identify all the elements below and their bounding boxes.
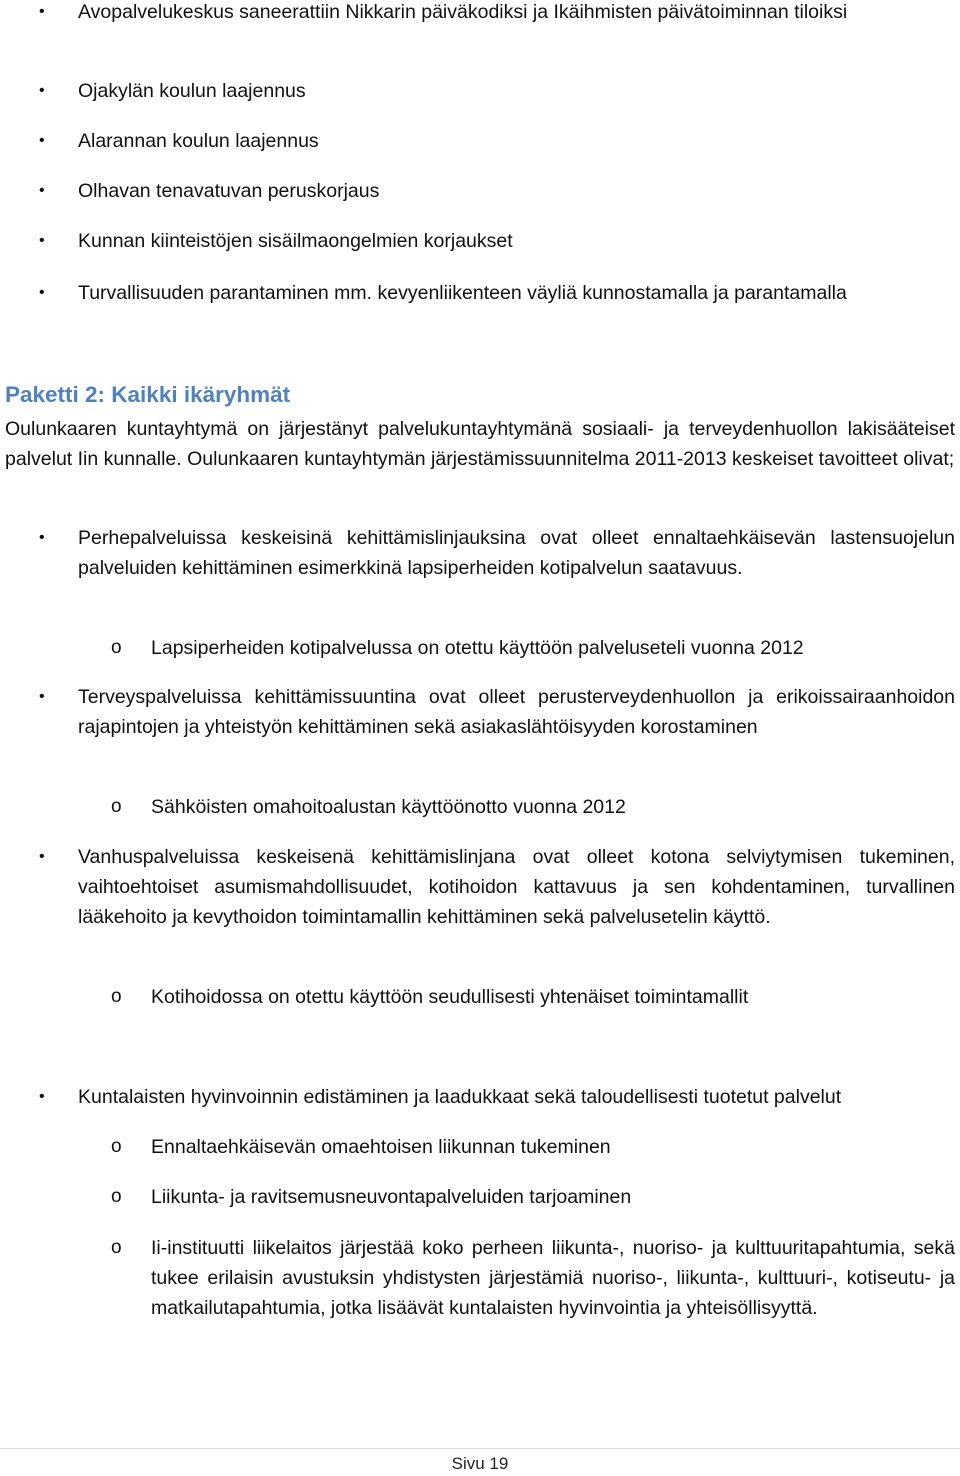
sub-list-item-text: Lapsiperheiden kotipalvelussa on otettu käyttöön palveluseteli vuonna 2012 [151, 637, 804, 659]
bullet-marker: • [39, 1088, 45, 1105]
list-item-text: Alarannan koulun laajennus [78, 130, 319, 152]
bullet-marker: • [39, 3, 45, 20]
list-item-text: Kuntalaisten hyvinvoinnin edistäminen ja laadukkaat sekä taloudellisesti tuotetut palvelut [78, 1086, 842, 1108]
list-item-text: Terveyspalveluissa kehittämissuuntina ovat olleet perusterveydenhuollon ja erikoissairaanhoidon rajapintojen ja yhteistyön kehittäminen sekä asiakaslähtöisyyden korostaminen [78, 686, 955, 738]
list-item-text: Kunnan kiinteistöjen sisäilmaongelmien korjaukset [78, 230, 513, 252]
bullet-marker: • [39, 232, 45, 249]
list-item-text: Ojakylän koulun laajennus [78, 80, 306, 102]
sub-bullet-marker: o [111, 1136, 122, 1157]
sub-list-item [5, 1233, 955, 1323]
sub-list-item [5, 633, 955, 663]
footer-divider [0, 1448, 960, 1449]
list-item [5, 126, 955, 156]
list-item-text: Perhepalveluissa keskeisinä kehittämislinjauksina ovat olleet ennaltaehkäisevän lastensuojelun palveluiden kehittäminen esimerkkinä lapsiperheiden kotipalvelun saatavuus. [78, 527, 955, 579]
sub-list-item [5, 792, 955, 822]
list-item [5, 278, 955, 308]
sub-bullet-marker: o [111, 1237, 122, 1258]
list-item [5, 226, 955, 256]
sub-list-item-text: Sähköisten omahoitoalustan käyttöönotto vuonna 2012 [151, 796, 626, 818]
sub-list-item-text: Ennaltaehkäisevän omaehtoisen liikunnan tukeminen [151, 1136, 611, 1158]
sub-list-item [5, 1182, 955, 1212]
section-intro: Oulunkaaren kuntayhtymä on järjestänyt palvelukuntayhtymänä sosiaali- ja terveydenhuollon lakisääteiset palvelut Iin kunnalle. Oulunkaaren kuntayhtymän järjestämissuunnitelma 2011-2013 keskeiset tavoitteet olivat; [5, 418, 955, 470]
sub-bullet-marker: o [111, 796, 122, 817]
bullet-marker: • [39, 82, 45, 99]
list-item [5, 176, 955, 206]
bullet-marker: • [39, 132, 45, 149]
sub-list-item [5, 982, 955, 1012]
bullet-marker: • [39, 182, 45, 199]
sub-bullet-marker: o [111, 637, 122, 658]
list-item [5, 523, 955, 583]
bullet-marker: • [39, 688, 45, 705]
page-number: Sivu 19 [451, 1454, 509, 1473]
list-item-text: Vanhuspalveluissa keskeisenä kehittämislinjana ovat olleet kotona selviytymisen tukeminen, vaihtoehtoiset asumismahdollisuudet, kotihoidon kattavuus ja sen kohdentaminen, turvallinen lääkehoito ja kevythoidon toimintamallin kehittäminen sekä palvelusetelin käyttö. [78, 846, 955, 928]
list-item [5, 842, 955, 932]
sub-bullet-marker: o [111, 1186, 122, 1207]
list-item-text: Avopalvelukeskus saneerattiin Nikkarin päiväkodiksi ja Ikäihmisten päivätoiminnan tiloiksi [78, 1, 848, 23]
section-heading: Paketti 2: Kaikki ikäryhmät [5, 382, 291, 407]
sub-bullet-marker: o [111, 986, 122, 1007]
sub-list-item-text: Kotihoidossa on otettu käyttöön seudullisesti yhtenäiset toimintamallit [151, 986, 749, 1008]
sub-list-item [5, 1132, 955, 1162]
list-item [5, 76, 955, 106]
list-item [5, 1082, 955, 1112]
list-item [5, 682, 955, 742]
list-item-text: Olhavan tenavatuvan peruskorjaus [78, 180, 380, 202]
bullet-marker: • [39, 284, 45, 301]
bullet-marker: • [39, 529, 45, 546]
sub-list-item-text: Liikunta- ja ravitsemusneuvontapalveluiden tarjoaminen [151, 1186, 632, 1208]
bullet-marker: • [39, 848, 45, 865]
list-item-text: Turvallisuuden parantaminen mm. kevyenliikenteen väyliä kunnostamalla ja parantamalla [78, 282, 847, 304]
sub-list-item-text: Ii-instituutti liikelaitos järjestää koko perheen liikunta-, nuoriso- ja kulttuuritapahtumia, sekä tukee erilaisin avustuksin yhdistysten järjestämiä nuoriso-, liikunta-, kulttuuri-, kotiseutu- ja matkailutapahtumia, jotka lisäävät kuntalaisten hyvinvointia ja yhteisöllisyyttä. [151, 1237, 955, 1319]
list-item [5, 0, 955, 27]
